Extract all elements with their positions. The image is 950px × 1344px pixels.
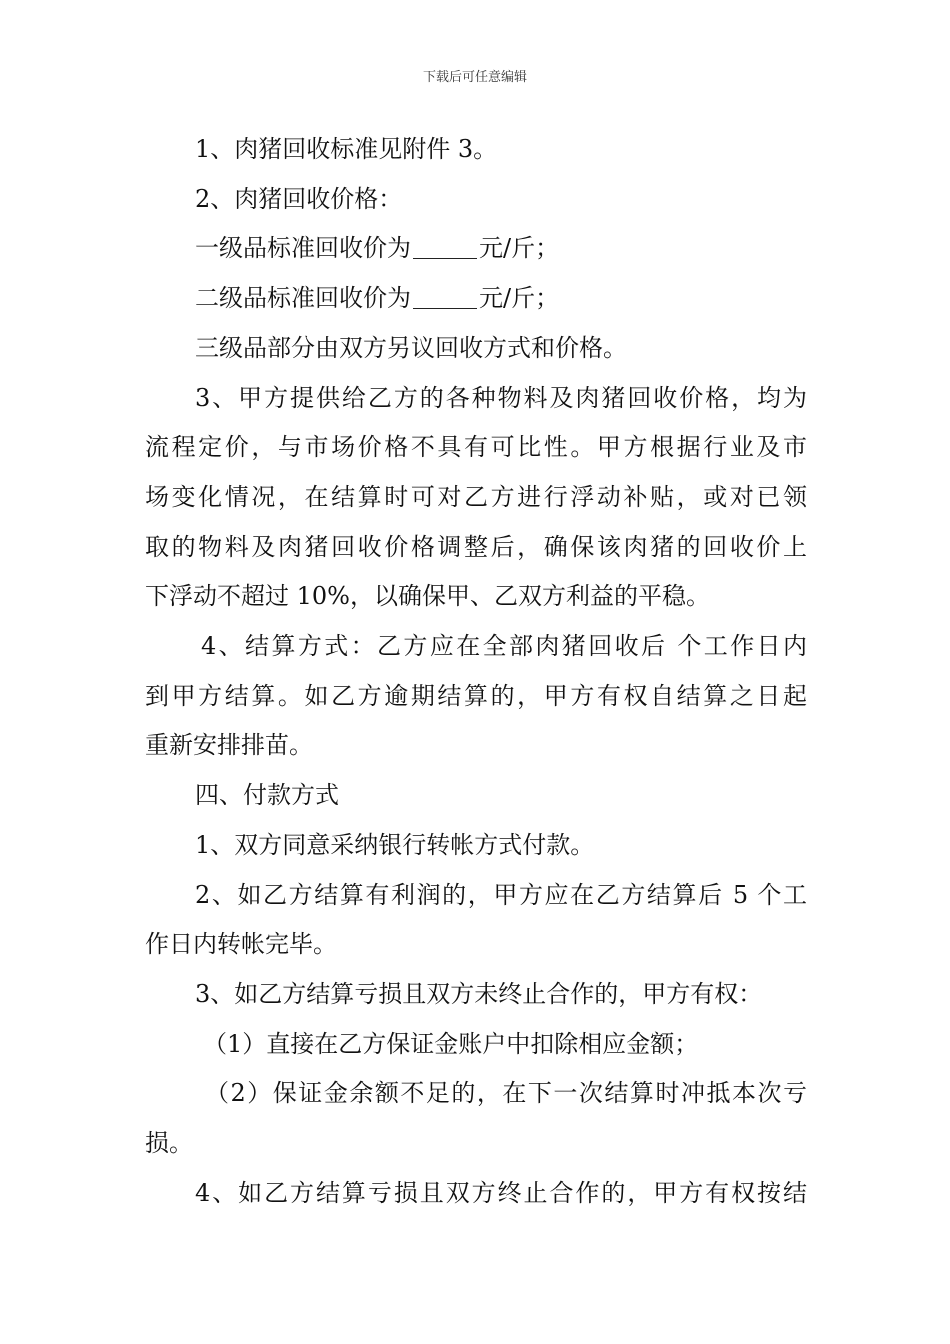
price-label: 一级品标准回收价为 bbox=[195, 234, 411, 263]
paragraph-line: 流程定价，与市场价格不具有可比性。甲方根据行业及市 bbox=[145, 433, 807, 462]
paragraph-line: 2、肉猪回收价格： bbox=[195, 184, 403, 213]
paragraph-line bbox=[145, 274, 807, 324]
section-heading: 四、付款方式 bbox=[195, 781, 339, 810]
blank-field bbox=[413, 232, 477, 259]
paragraph-line: 三级品部分由双方另议回收方式和价格。 bbox=[195, 333, 627, 362]
paragraph-line: 重新安排排苗。 bbox=[145, 731, 313, 760]
paragraph-line: 3、甲方提供给乙方的各种物料及肉猪回收价格，均为 bbox=[195, 383, 807, 412]
paragraph-line: 2、如乙方结算有利润的，甲方应在乙方结算后 5 个工 bbox=[195, 880, 807, 909]
paragraph-line bbox=[145, 224, 807, 274]
page-header: 下载后可任意编辑 bbox=[422, 70, 527, 85]
paragraph-line: 4、结算方式：乙方应在全部肉猪回收后 个工作日内 bbox=[201, 632, 807, 661]
paragraph-line: 作日内转帐完毕。 bbox=[145, 930, 337, 959]
price-unit: 元/斤； bbox=[479, 284, 560, 313]
price-label: 二级品标准回收价为 bbox=[195, 284, 411, 313]
blank-field bbox=[413, 282, 477, 309]
price-unit: 元/斤； bbox=[479, 234, 560, 263]
paragraph-line: 场变化情况，在结算时可对乙方进行浮动补贴，或对已领 bbox=[145, 482, 807, 511]
paragraph-line: 3、如乙方结算亏损且双方未终止合作的，甲方有权： bbox=[195, 979, 763, 1008]
paragraph-line: 1、双方同意采纳银行转帐方式付款。 bbox=[195, 830, 595, 859]
paragraph-line: 4、如乙方结算亏损且双方终止合作的，甲方有权按结 bbox=[195, 1178, 807, 1207]
paragraph-line: （2）保证金余额不足的，在下一次结算时冲抵本次亏 bbox=[205, 1079, 807, 1108]
paragraph-line: 取的物料及肉猪回收价格调整后，确保该肉猪的回收价上 bbox=[145, 532, 807, 561]
paragraph-line: 到甲方结算。如乙方逾期结算的，甲方有权自结算之日起 bbox=[145, 681, 807, 710]
paragraph-line: 1、肉猪回收标准见附件 3。 bbox=[195, 135, 498, 163]
paragraph-line: 损。 bbox=[145, 1129, 193, 1158]
paragraph-line: （1）直接在乙方保证金账户中扣除相应金额； bbox=[203, 1029, 699, 1058]
document-body bbox=[145, 125, 807, 1218]
paragraph-line: 下浮动不超过 10%，以确保甲、乙双方利益的平稳。 bbox=[145, 582, 710, 611]
